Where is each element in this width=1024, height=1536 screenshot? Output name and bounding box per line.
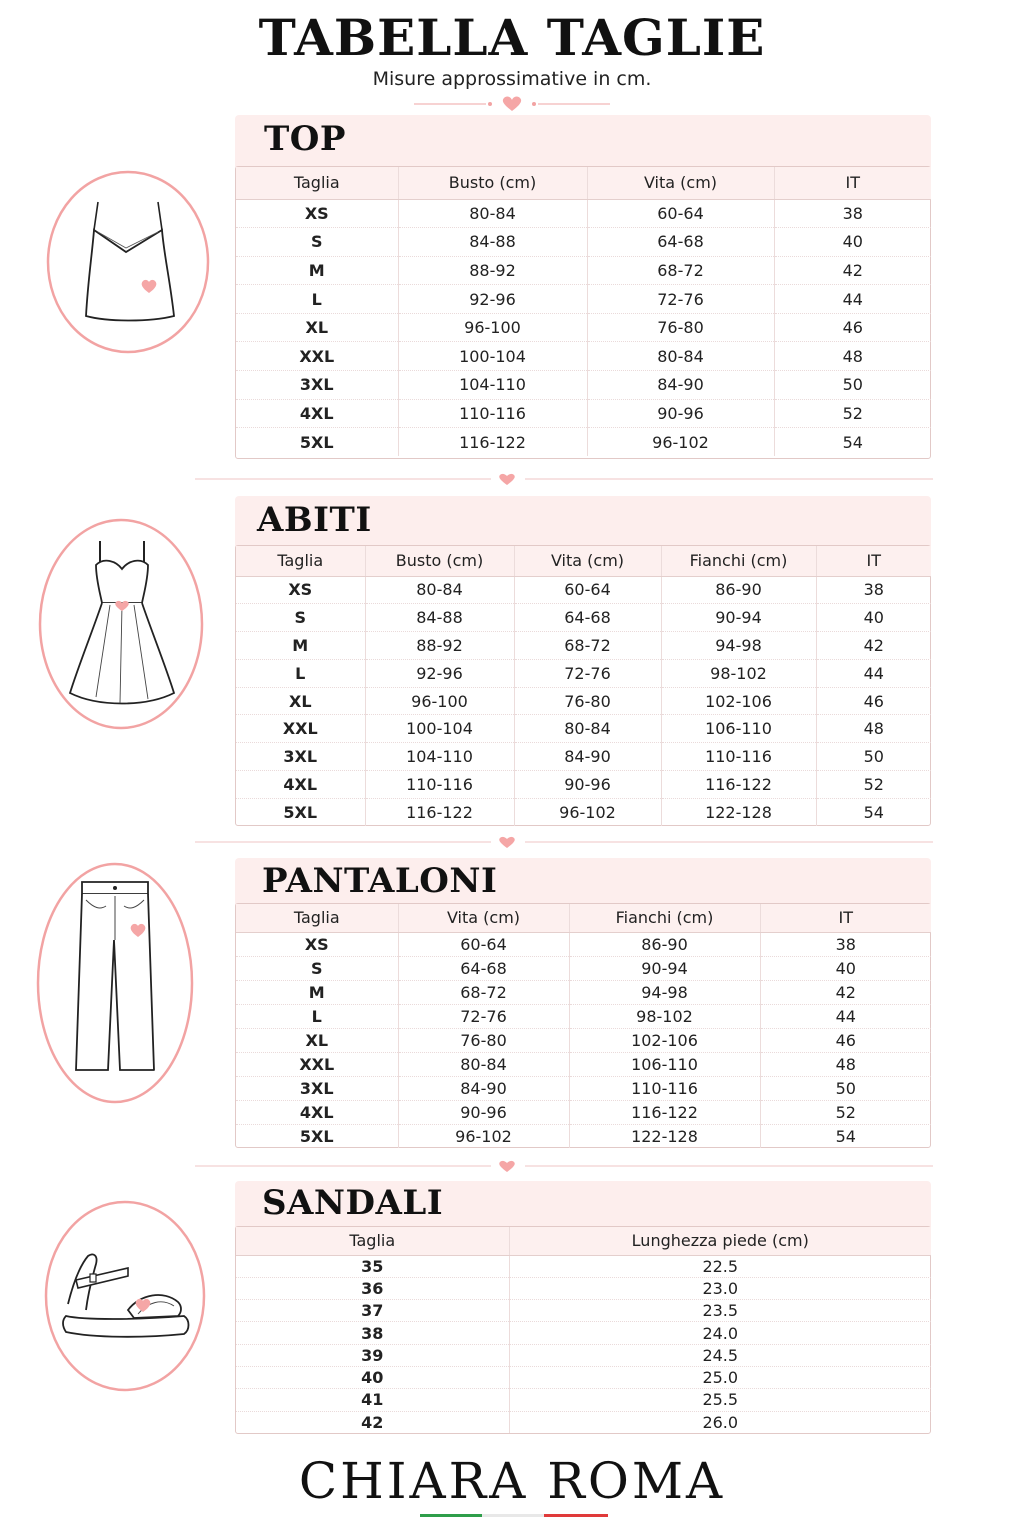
measure-cell: 116-122 xyxy=(661,771,816,799)
table-row xyxy=(236,687,931,715)
heart-divider-icon xyxy=(195,472,933,486)
measure-cell: 50 xyxy=(816,743,931,771)
pantaloni-size-table xyxy=(235,903,931,1148)
measure-cell: 122-128 xyxy=(569,1124,760,1148)
measure-cell: 84-90 xyxy=(514,743,661,771)
measure-cell: 60-64 xyxy=(398,932,569,956)
measure-cell: 46 xyxy=(816,687,931,715)
table-row xyxy=(236,659,931,687)
measure-cell: 102-106 xyxy=(569,1028,760,1052)
measure-cell: 72-76 xyxy=(514,659,661,687)
column-header: Lunghezza piede (cm) xyxy=(509,1227,931,1255)
table-row xyxy=(236,199,931,228)
measure-cell: 96-102 xyxy=(398,1124,569,1148)
table-row xyxy=(236,743,931,771)
measure-cell: 60-64 xyxy=(587,199,774,228)
measure-cell: 90-94 xyxy=(661,604,816,632)
measure-cell: 22.5 xyxy=(509,1255,931,1277)
measure-cell: 40 xyxy=(774,228,931,257)
flag-stripe-red xyxy=(544,1514,608,1517)
column-header: IT xyxy=(774,167,931,199)
column-header: Taglia xyxy=(236,904,398,932)
measure-cell: 48 xyxy=(774,342,931,371)
measure-cell: 110-116 xyxy=(365,771,514,799)
size-cell: XXL xyxy=(236,342,398,371)
size-cell: 37 xyxy=(236,1300,509,1322)
measure-cell: 80-84 xyxy=(398,1052,569,1076)
column-header: Vita (cm) xyxy=(514,546,661,576)
measure-cell: 80-84 xyxy=(365,576,514,604)
measure-cell: 54 xyxy=(774,428,931,457)
measure-cell: 110-116 xyxy=(569,1076,760,1100)
measure-cell: 92-96 xyxy=(365,659,514,687)
measure-cell: 38 xyxy=(774,199,931,228)
table-row xyxy=(236,371,931,400)
measure-cell: 84-90 xyxy=(398,1076,569,1100)
size-cell: 3XL xyxy=(236,371,398,400)
heart-divider-icon xyxy=(412,94,612,114)
size-cell: XXL xyxy=(236,715,365,743)
measure-cell: 54 xyxy=(816,798,931,826)
size-cell: 42 xyxy=(236,1411,509,1433)
measure-cell: 24.5 xyxy=(509,1344,931,1366)
measure-cell: 92-96 xyxy=(398,285,587,314)
measure-cell: 72-76 xyxy=(587,285,774,314)
table-row xyxy=(236,1344,931,1366)
table-row xyxy=(236,1076,931,1100)
measure-cell: 38 xyxy=(760,932,931,956)
measure-cell: 76-80 xyxy=(398,1028,569,1052)
measure-cell: 84-90 xyxy=(587,371,774,400)
measure-cell: 90-94 xyxy=(569,956,760,980)
table-row xyxy=(236,1004,931,1028)
size-cell: 3XL xyxy=(236,1076,398,1100)
column-header: Taglia xyxy=(236,1227,509,1255)
table-header-row xyxy=(236,546,931,576)
measure-cell: 98-102 xyxy=(661,659,816,687)
size-cell: 4XL xyxy=(236,1100,398,1124)
measure-cell: 94-98 xyxy=(661,632,816,660)
size-cell: 36 xyxy=(236,1277,509,1299)
table-row xyxy=(236,1052,931,1076)
measure-cell: 42 xyxy=(816,632,931,660)
sandali-section-title: SANDALI xyxy=(262,1183,444,1223)
measure-cell: 110-116 xyxy=(398,399,587,428)
measure-cell: 68-72 xyxy=(514,632,661,660)
size-cell: 4XL xyxy=(236,771,365,799)
measure-cell: 80-84 xyxy=(587,342,774,371)
measure-cell: 100-104 xyxy=(398,342,587,371)
size-cell: 39 xyxy=(236,1344,509,1366)
measure-cell: 54 xyxy=(760,1124,931,1148)
measure-cell: 104-110 xyxy=(398,371,587,400)
measure-cell: 102-106 xyxy=(661,687,816,715)
measure-cell: 80-84 xyxy=(398,199,587,228)
table-row xyxy=(236,604,931,632)
table-row xyxy=(236,980,931,1004)
column-header: IT xyxy=(760,904,931,932)
measure-cell: 26.0 xyxy=(509,1411,931,1433)
sandali-size-table xyxy=(235,1226,931,1434)
measure-cell: 50 xyxy=(774,371,931,400)
measure-cell: 60-64 xyxy=(514,576,661,604)
measure-cell: 88-92 xyxy=(365,632,514,660)
measure-cell: 76-80 xyxy=(587,313,774,342)
measure-cell: 122-128 xyxy=(661,798,816,826)
table-row xyxy=(236,1100,931,1124)
table-row xyxy=(236,1300,931,1322)
size-cell: L xyxy=(236,285,398,314)
sandal-icon xyxy=(44,1198,206,1394)
measure-cell: 86-90 xyxy=(661,576,816,604)
measure-cell: 44 xyxy=(816,659,931,687)
abiti-section-title: ABITI xyxy=(257,500,372,540)
table-row xyxy=(236,1411,931,1433)
measure-cell: 24.0 xyxy=(509,1322,931,1344)
measure-cell: 90-96 xyxy=(587,399,774,428)
measure-cell: 48 xyxy=(760,1052,931,1076)
measure-cell: 42 xyxy=(760,980,931,1004)
measure-cell: 25.5 xyxy=(509,1389,931,1411)
measure-cell: 46 xyxy=(774,313,931,342)
table-row xyxy=(236,1255,931,1277)
measure-cell: 90-96 xyxy=(514,771,661,799)
column-header: Vita (cm) xyxy=(398,904,569,932)
column-header: Taglia xyxy=(236,167,398,199)
flag-stripe-green xyxy=(420,1514,482,1517)
pantaloni-section-title: PANTALONI xyxy=(262,861,498,901)
dress-icon xyxy=(38,517,204,731)
table-header-row xyxy=(236,904,931,932)
size-cell: L xyxy=(236,659,365,687)
size-cell: XS xyxy=(288,580,313,600)
measure-cell: 23.5 xyxy=(509,1300,931,1322)
top-size-table xyxy=(235,166,931,459)
table-row xyxy=(236,1277,931,1299)
trousers-icon xyxy=(36,860,194,1106)
table-row xyxy=(236,932,931,956)
measure-cell: 110-116 xyxy=(661,743,816,771)
table-row xyxy=(236,256,931,285)
size-cell: XS xyxy=(304,934,329,954)
measure-cell: 64-68 xyxy=(587,228,774,257)
measure-cell: 23.0 xyxy=(509,1277,931,1299)
measure-cell: 52 xyxy=(760,1100,931,1124)
measure-cell: 64-68 xyxy=(514,604,661,632)
table-row xyxy=(236,285,931,314)
table-row xyxy=(236,399,931,428)
measure-cell: 88-92 xyxy=(398,256,587,285)
size-cell: 41 xyxy=(236,1389,509,1411)
measure-cell: 52 xyxy=(816,771,931,799)
size-cell: 4XL xyxy=(236,399,398,428)
table-row xyxy=(236,1389,931,1411)
measure-cell: 68-72 xyxy=(587,256,774,285)
table-row xyxy=(236,342,931,371)
measure-cell: 42 xyxy=(774,256,931,285)
table-row xyxy=(236,771,931,799)
top-section-title: TOP xyxy=(264,119,346,159)
table-row xyxy=(236,1322,931,1344)
size-cell: S xyxy=(236,228,398,257)
measure-cell: 106-110 xyxy=(569,1052,760,1076)
size-cell: XL xyxy=(236,313,398,342)
table-row xyxy=(236,1124,931,1148)
flag-stripe-white xyxy=(482,1514,544,1517)
measure-cell: 96-100 xyxy=(398,313,587,342)
column-header: Taglia xyxy=(236,546,365,576)
page-title: TABELLA TAGLIE xyxy=(258,8,766,67)
table-row xyxy=(236,798,931,826)
measure-cell: 98-102 xyxy=(569,1004,760,1028)
size-cell: 3XL xyxy=(236,743,365,771)
table-row xyxy=(236,228,931,257)
column-header: Fianchi (cm) xyxy=(569,904,760,932)
size-cell: M xyxy=(236,632,365,660)
column-header: Fianchi (cm) xyxy=(661,546,816,576)
table-row xyxy=(236,576,931,604)
measure-cell: 44 xyxy=(774,285,931,314)
table-row xyxy=(236,715,931,743)
heart-divider-icon xyxy=(195,835,933,849)
size-cell: L xyxy=(236,1004,398,1028)
column-header: Busto (cm) xyxy=(365,546,514,576)
size-cell: XL xyxy=(236,687,365,715)
size-cell: 5XL xyxy=(236,428,398,457)
measure-cell: 46 xyxy=(760,1028,931,1052)
measure-cell: 96-102 xyxy=(587,428,774,457)
measure-cell: 96-102 xyxy=(514,798,661,826)
measure-cell: 100-104 xyxy=(365,715,514,743)
brand-logo: CHIARA ROMA xyxy=(298,1452,726,1510)
size-cell: S xyxy=(236,956,398,980)
measure-cell: 76-80 xyxy=(514,687,661,715)
measure-cell: 106-110 xyxy=(661,715,816,743)
size-cell: XS xyxy=(304,203,329,223)
size-cell: M xyxy=(236,256,398,285)
measure-cell: 64-68 xyxy=(398,956,569,980)
column-header: Busto (cm) xyxy=(398,167,587,199)
measure-cell: 84-88 xyxy=(398,228,587,257)
measure-cell: 52 xyxy=(774,399,931,428)
column-header: IT xyxy=(816,546,931,576)
measure-cell: 44 xyxy=(760,1004,931,1028)
measure-cell: 104-110 xyxy=(365,743,514,771)
table-row xyxy=(236,313,931,342)
table-row xyxy=(236,1028,931,1052)
table-row xyxy=(236,428,931,457)
size-cell: 40 xyxy=(236,1366,509,1388)
size-cell: XXL xyxy=(236,1052,398,1076)
size-cell: 5XL xyxy=(236,1124,398,1148)
measure-cell: 40 xyxy=(816,604,931,632)
measure-cell: 40 xyxy=(760,956,931,980)
table-header-row xyxy=(236,1227,931,1255)
column-header: Vita (cm) xyxy=(587,167,774,199)
size-cell: 35 xyxy=(361,1256,384,1276)
table-header-row xyxy=(236,167,931,199)
measure-cell: 116-122 xyxy=(569,1100,760,1124)
size-cell: 5XL xyxy=(236,798,365,826)
measure-cell: 90-96 xyxy=(398,1100,569,1124)
measure-cell: 96-100 xyxy=(365,687,514,715)
measure-cell: 68-72 xyxy=(398,980,569,1004)
table-row xyxy=(236,956,931,980)
size-cell: XL xyxy=(236,1028,398,1052)
table-row xyxy=(236,1366,931,1388)
measure-cell: 116-122 xyxy=(398,428,587,457)
measure-cell: 25.0 xyxy=(509,1366,931,1388)
camisole-top-icon xyxy=(46,170,210,354)
measure-cell: 50 xyxy=(760,1076,931,1100)
measure-cell: 94-98 xyxy=(569,980,760,1004)
table-row xyxy=(236,632,931,660)
measure-cell: 116-122 xyxy=(365,798,514,826)
page-subtitle: Misure approssimative in cm. xyxy=(372,68,652,90)
measure-cell: 48 xyxy=(816,715,931,743)
size-cell: S xyxy=(236,604,365,632)
size-cell: M xyxy=(236,980,398,1004)
measure-cell: 80-84 xyxy=(514,715,661,743)
measure-cell: 84-88 xyxy=(365,604,514,632)
measure-cell: 38 xyxy=(816,576,931,604)
size-cell: 38 xyxy=(236,1322,509,1344)
abiti-size-table xyxy=(235,545,931,826)
measure-cell: 86-90 xyxy=(569,932,760,956)
measure-cell: 72-76 xyxy=(398,1004,569,1028)
heart-divider-icon xyxy=(195,1159,933,1173)
